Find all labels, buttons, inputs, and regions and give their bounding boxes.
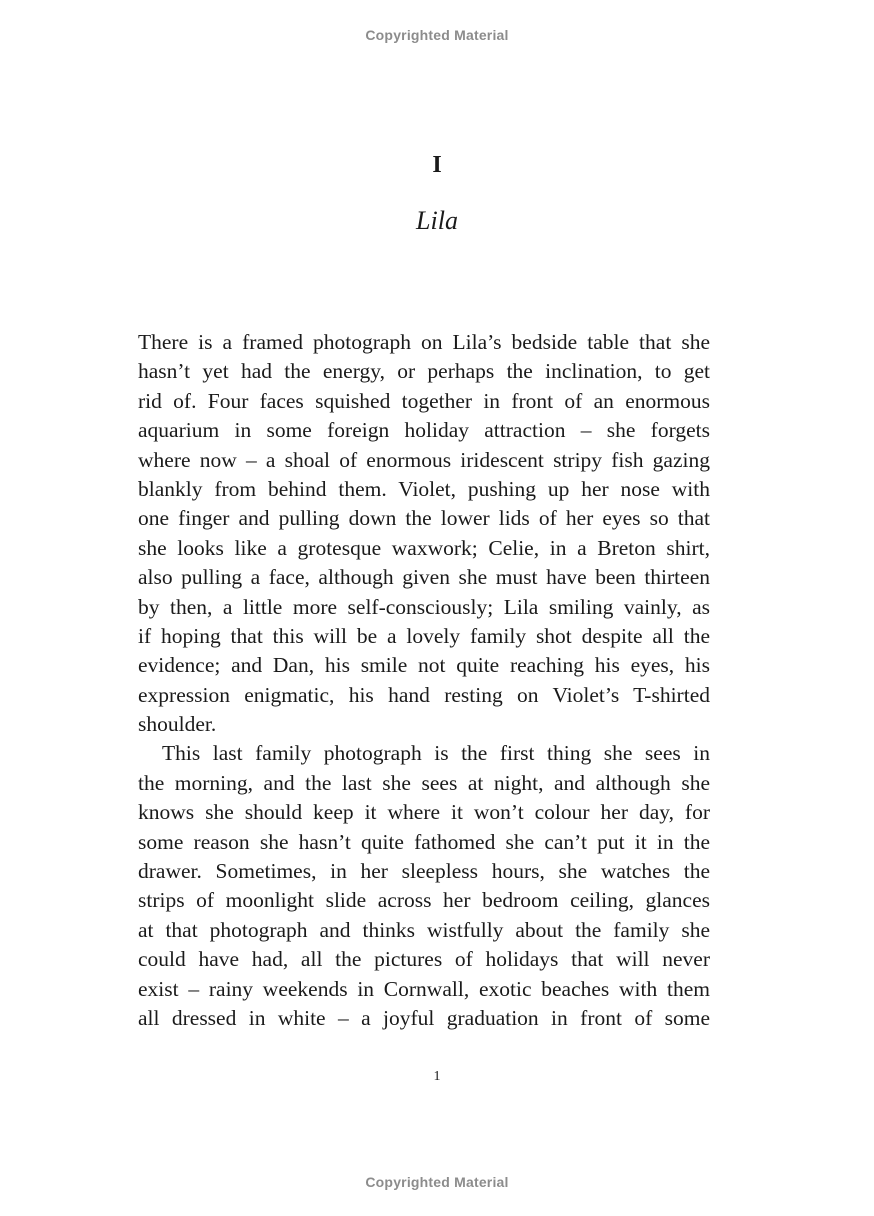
- text-line: all dressed in white – a joyful graduation in front of some: [138, 1005, 710, 1030]
- text-line: There is a framed photograph on Lila’s bedside table that she: [138, 330, 710, 354]
- text-line: if hoping that this will be a lovely family shot despite all the: [138, 623, 710, 648]
- text-line: could have had, all the pictures of holidays that will never: [138, 947, 710, 972]
- text-line: one finger and pulling down the lower lids of her eyes so that: [138, 506, 710, 531]
- text-line: the morning, and the last she sees at night, and although she: [138, 770, 710, 795]
- paragraph-2: [138, 739, 710, 1033]
- text-line: hasn’t yet had the energy, or perhaps the inclination, to get: [138, 359, 710, 384]
- text-line: blankly from behind them. Violet, pushing up her nose with: [138, 476, 710, 501]
- text-line: rid of. Four faces squished together in front of an enormous: [138, 388, 710, 413]
- copyright-watermark-bottom: Copyrighted Material: [365, 1174, 509, 1190]
- text-line: by then, a little more self-consciously; Lila smiling vainly, as: [138, 594, 710, 619]
- text-line: expression enigmatic, his hand resting on Violet’s T-shirted: [138, 682, 710, 707]
- text-line: strips of moonlight slide across her bedroom ceiling, glances: [138, 888, 710, 913]
- text-line: at that photograph and thinks wistfully about the family she: [138, 917, 710, 942]
- text-line: knows she should keep it where it won’t colour her day, for: [138, 800, 710, 825]
- page-number: 1: [433, 1069, 441, 1084]
- body-text: [138, 328, 710, 1033]
- text-line: drawer. Sometimes, in her sleepless hours, she watches the: [138, 859, 710, 884]
- text-line: aquarium in some foreign holiday attraction – she forgets: [138, 418, 710, 443]
- text-line: evidence; and Dan, his smile not quite reaching his eyes, his: [138, 653, 710, 678]
- paragraph-1: [138, 328, 710, 739]
- text-line: where now – a shoal of enormous iridescent stripy fish gazing: [138, 447, 710, 472]
- text-line: This last family photograph is the first thing she sees in: [162, 741, 710, 766]
- text-line: also pulling a face, although given she must have been thirteen: [138, 565, 710, 590]
- chapter-title: Lila: [416, 206, 458, 235]
- text-line: shoulder.: [138, 712, 217, 737]
- text-line: exist – rainy weekends in Cornwall, exotic beaches with them: [138, 976, 710, 1001]
- text-line: she looks like a grotesque waxwork; Celie, in a Breton shirt,: [138, 535, 710, 560]
- text-line: some reason she hasn’t quite fathomed she can’t put it in the: [138, 829, 710, 854]
- copyright-watermark-top: Copyrighted Material: [365, 27, 509, 43]
- chapter-number: I: [432, 152, 442, 178]
